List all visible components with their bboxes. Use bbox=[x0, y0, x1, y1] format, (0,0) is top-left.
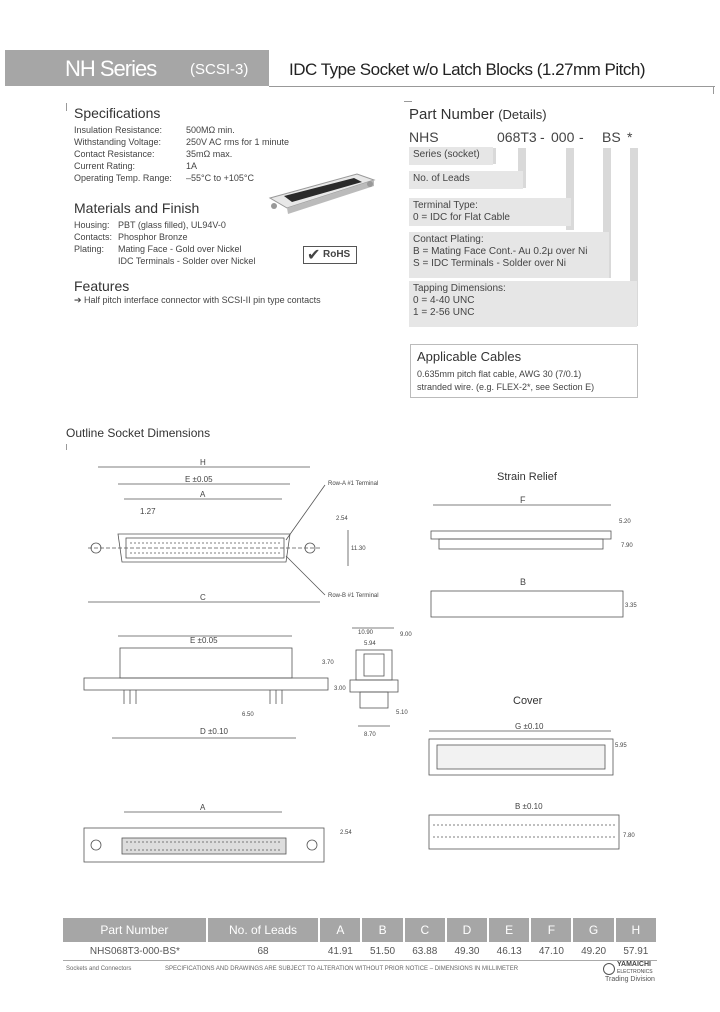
dim-label-650: 6.50 bbox=[242, 712, 254, 718]
spec-label: Current Rating: bbox=[74, 161, 136, 171]
footer-brand-sub: ELECTRONICS bbox=[617, 969, 653, 975]
part-number-detail-box bbox=[409, 147, 493, 165]
dim-label-1090: 10.90 bbox=[358, 630, 374, 636]
table-header-cell: H bbox=[615, 918, 657, 942]
strain-relief-bottom bbox=[431, 591, 623, 617]
cover-inner bbox=[437, 745, 605, 769]
part-number-detail-box bbox=[409, 281, 637, 327]
part-number-code: NHS 068T3 - 000 - BS * bbox=[409, 129, 633, 145]
rohs-badge bbox=[303, 246, 357, 264]
cover-title: Cover bbox=[513, 695, 543, 707]
check-icon: ✔ bbox=[307, 247, 321, 264]
mount-hole bbox=[307, 840, 317, 850]
table-body bbox=[63, 942, 657, 961]
dim-label-b2: B ±0.10 bbox=[515, 802, 543, 811]
material-value: Mating Face - Gold over Nickel bbox=[118, 244, 242, 254]
dim-label-254b: 2.54 bbox=[340, 830, 352, 836]
leader-line bbox=[286, 485, 325, 540]
housing-flange bbox=[84, 678, 328, 690]
dim-label-d: D ±0.10 bbox=[200, 727, 228, 736]
dim-label-h: H bbox=[200, 458, 206, 467]
dim-label-a: A bbox=[200, 490, 206, 499]
dimensions-table bbox=[63, 918, 658, 961]
dim-label-520: 5.20 bbox=[619, 519, 631, 525]
dim-label-1130: 11.30 bbox=[351, 546, 366, 552]
side-base bbox=[360, 692, 388, 708]
front-view bbox=[84, 636, 346, 738]
table-cell: 49.30 bbox=[446, 942, 488, 961]
table-cell: 47.10 bbox=[530, 942, 572, 961]
materials-title: Materials and Finish bbox=[74, 200, 200, 216]
leader-line bbox=[286, 556, 325, 595]
table-cell: 63.88 bbox=[404, 942, 446, 961]
table-cell: 68 bbox=[207, 942, 320, 961]
cables-title: Applicable Cables bbox=[417, 349, 522, 364]
dim-label-335: 3.35 bbox=[625, 603, 637, 609]
mount-screw bbox=[271, 203, 277, 209]
series-subtitle: (SCSI-3) bbox=[190, 61, 249, 78]
table-header-cell: No. of Leads bbox=[207, 918, 320, 942]
cables-line: 0.635mm pitch flat cable, AWG 30 (7/0.1) bbox=[417, 369, 582, 379]
material-label: Housing: bbox=[74, 220, 110, 230]
page-title: IDC Type Socket w/o Latch Blocks (1.27mm Pitch) bbox=[289, 60, 645, 79]
dim-label-f: F bbox=[520, 495, 526, 505]
detail-line: Tapping Dimensions: bbox=[413, 283, 506, 294]
spec-label: Contact Resistance: bbox=[74, 149, 155, 159]
dim-label-594: 5.94 bbox=[364, 641, 376, 647]
strain-relief-title: Strain Relief bbox=[497, 471, 557, 483]
arrow-icon: ➔ bbox=[74, 295, 85, 305]
outline-title: Outline Socket Dimensions bbox=[66, 426, 211, 440]
side-body bbox=[356, 650, 392, 680]
detail-line: S = IDC Terminals - Solder over Ni bbox=[413, 258, 566, 269]
specifications-title: Specifications bbox=[74, 105, 161, 121]
material-value: Phosphor Bronze bbox=[118, 232, 188, 242]
table-header-cell: D bbox=[446, 918, 488, 942]
detail-line: B = Mating Face Cont.- Au 0.2μ over Ni bbox=[413, 246, 588, 257]
side-cavity bbox=[364, 654, 384, 676]
outline-drawing bbox=[60, 450, 412, 870]
footer-division: Trading Division bbox=[605, 976, 655, 983]
table-cell: 57.91 bbox=[615, 942, 657, 961]
material-value: IDC Terminals - Solder over Nickel bbox=[118, 256, 256, 266]
spec-value: –55°C to +105°C bbox=[186, 173, 254, 183]
section-marker bbox=[66, 103, 67, 111]
rohs-label: RoHS bbox=[323, 249, 351, 260]
mount-screw bbox=[367, 181, 373, 187]
table-cell: 49.20 bbox=[572, 942, 614, 961]
bottom-view bbox=[84, 803, 352, 862]
housing-upper bbox=[120, 648, 292, 678]
detail-line: Series (socket) bbox=[413, 149, 480, 160]
cables-line: stranded wire. (e.g. FLEX-2*, see Section E) bbox=[417, 382, 595, 392]
spec-value: 500MΩ min. bbox=[186, 125, 235, 135]
strain-relief-cover-drawing bbox=[415, 465, 645, 885]
table-cell: 41.91 bbox=[319, 942, 361, 961]
dim-label-a2: A bbox=[200, 803, 206, 812]
part-number-title: Part Number (Details) bbox=[409, 106, 547, 123]
dim-label-780: 7.80 bbox=[623, 833, 635, 839]
dim-label-300: 3.00 bbox=[334, 686, 346, 692]
header-bar bbox=[5, 50, 269, 86]
header-divider-tick bbox=[713, 86, 714, 94]
cover-bottom bbox=[429, 815, 619, 849]
dim-label-370: 3.70 bbox=[322, 660, 334, 666]
table-header-cell: Part Number bbox=[63, 918, 207, 942]
header-divider bbox=[269, 86, 715, 87]
section-marker bbox=[404, 101, 412, 102]
table-header-cell: A bbox=[319, 918, 361, 942]
table-row bbox=[63, 942, 657, 961]
table-header-row bbox=[63, 918, 657, 942]
dim-label-e2: E ±0.05 bbox=[190, 636, 218, 645]
detail-line: 0 = 4-40 UNC bbox=[413, 295, 475, 306]
part-number-detail-box bbox=[409, 198, 571, 226]
table-header-cell: F bbox=[530, 918, 572, 942]
side-view bbox=[350, 628, 412, 738]
dim-label-pitch: 1.27 bbox=[140, 507, 156, 516]
spec-label: Insulation Resistance: bbox=[74, 125, 163, 135]
footer-notice: SPECIFICATIONS AND DRAWINGS ARE SUBJECT TO ALTERATION WITHOUT PRIOR NOTICE – DIMENSIONS IN MILLIMETER bbox=[165, 966, 519, 972]
side-flange bbox=[350, 680, 398, 692]
material-value: PBT (glass filled), UL94V-0 bbox=[118, 220, 226, 230]
table-cell: 46.13 bbox=[488, 942, 530, 961]
table-header-cell: G bbox=[572, 918, 614, 942]
strain-relief-top bbox=[431, 531, 611, 539]
yamaichi-logo-icon bbox=[603, 963, 615, 975]
top-view bbox=[88, 458, 379, 602]
spec-label: Withstanding Voltage: bbox=[74, 137, 162, 147]
part-number-detail-box bbox=[409, 171, 523, 189]
dim-label-g: G ±0.10 bbox=[515, 722, 544, 731]
dim-label-c: C bbox=[200, 593, 206, 602]
table-header-cell: C bbox=[404, 918, 446, 942]
mount-hole bbox=[91, 840, 101, 850]
detail-line: 0 = IDC for Flat Cable bbox=[413, 212, 510, 223]
applicable-cables-box bbox=[410, 344, 638, 398]
part-number-detail-box bbox=[409, 232, 609, 278]
dim-label-e: E ±0.05 bbox=[185, 475, 213, 484]
spec-value: 35mΩ max. bbox=[186, 149, 233, 159]
dim-label-b: B bbox=[520, 577, 527, 587]
series-title: NH Series bbox=[65, 56, 157, 81]
detail-line: 1 = 2-56 UNC bbox=[413, 307, 475, 318]
detail-line: Terminal Type: bbox=[413, 200, 478, 211]
footer-brand: YAMAICHI bbox=[617, 961, 651, 968]
dim-label-595: 5.95 bbox=[615, 743, 627, 749]
spec-label: Operating Temp. Range: bbox=[74, 173, 172, 183]
material-label: Contacts: bbox=[74, 232, 113, 242]
material-label: Plating: bbox=[74, 244, 105, 254]
row-a-label: Row-A #1 Terminal bbox=[328, 481, 379, 487]
spec-value: 250V AC rms for 1 minute bbox=[186, 137, 290, 147]
row-b-label: Row-B #1 Terminal bbox=[328, 593, 379, 599]
detail-line: No. of Leads bbox=[413, 173, 470, 184]
dim-label-254: 2.54 bbox=[336, 516, 348, 522]
dim-label-900: 9.00 bbox=[400, 632, 412, 638]
dim-label-790: 7.90 bbox=[621, 543, 633, 549]
table-cell: 51.50 bbox=[361, 942, 403, 961]
product-image bbox=[262, 168, 380, 218]
spec-value: 1A bbox=[186, 161, 198, 171]
detail-line: Contact Plating: bbox=[413, 234, 484, 245]
dim-label-510: 5.10 bbox=[396, 710, 408, 716]
features-title: Features bbox=[74, 278, 130, 294]
table-header-cell: E bbox=[488, 918, 530, 942]
feature-item: ➔ Half pitch interface connector with SCSI-II pin type contacts bbox=[74, 295, 321, 305]
table-cell: NHS068T3-000-BS* bbox=[63, 942, 207, 961]
footer-left: Sockets and Connectors bbox=[66, 966, 132, 972]
dim-label-870: 8.70 bbox=[364, 732, 376, 738]
strain-relief-body bbox=[439, 539, 603, 549]
table-header-cell: B bbox=[361, 918, 403, 942]
contact-field bbox=[122, 838, 286, 854]
